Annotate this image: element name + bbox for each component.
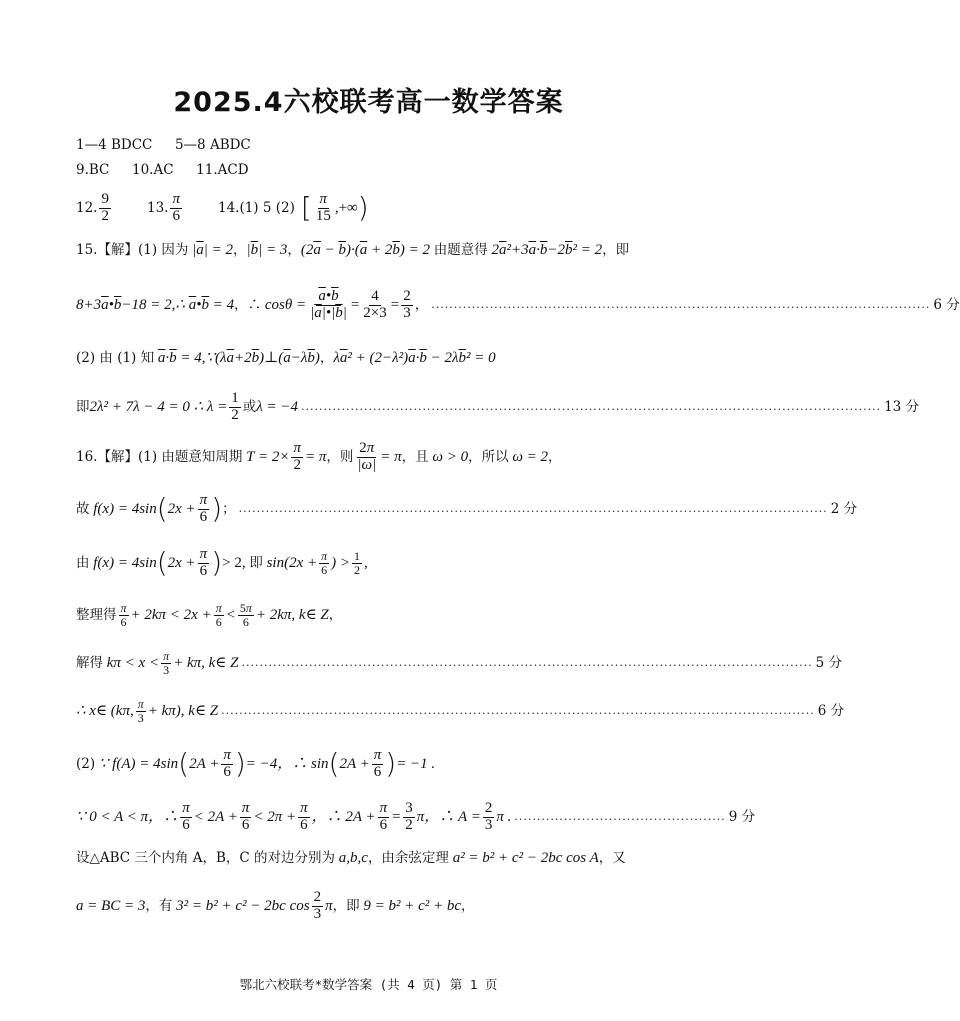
q15-part1-line1: 15.【解】(1) 因为 $|\overline{a}| = 2$ ， $|\overline{b}| = 3$ ， $(2\overline{a} - \overline{b})\cdot(\overline{a} + 2\overline{b}) = 2$ 由题意得 $2\overline{a}^2+3\overline{a}\cdot\overline{b}-2\overline{b}^2 = 2$ ，即 xyxy=(76,242,630,258)
q16-points-6: 6 分 xyxy=(817,703,845,719)
q16-dots-2: ............................................................................................................................... xyxy=(241,656,813,669)
q16-dots-3: .................................................................................................................................... xyxy=(221,704,815,717)
q15-part1-line2: $8+3\overline{a}•\overline{b}-18$ = 2,∴ $\overline{a}•\overline{b} = 4$ ，∴ cosθ = $\frac{\overline{a}•\overline{b}}{|\overline{a}|•|\overline{b}|}$ = $\frac{4}{2\times 3}$ = $\frac{2}{3}$ ， ............................................................................................................... 6 分 xyxy=(76,287,960,321)
q15-dots-1: ............................................................................................................... xyxy=(431,298,931,311)
q16-part2-line1: (2) ∵ f(A) = 4sin ( 2A + $\frac{\pi}{6}$ ) = −4，∴ sin ( 2A + $\frac{\pi}{6}$ ) = −1 . xyxy=(76,746,436,780)
q15-points-6: 6 分 xyxy=(933,297,960,313)
answer-13-value: $\frac{\pi}{6}$ xyxy=(172,190,180,224)
q16-label: 16.【解】(1) 由题意知周期 xyxy=(76,449,243,465)
q15-part2-label: (2) 由 (1) 知 xyxy=(76,350,155,366)
q16-part2-line2: ∵ 0 < A < π，∴ $\frac{\pi}{6}$ < 2A + $\frac{\pi}{6}$ < 2π + $\frac{\pi}{6}$ ，∴ 2A + $\frac{\pi}{6}$ = $\frac{3}{2}$ π，∴ A = $\frac{2}{3}$ π . ............................................... 9 分 xyxy=(76,799,756,833)
q16-part1-line2: 故 f(x) = 4sin ( 2x + $\frac{\pi}{6}$ ) ； ................................................................................................................................... 2 分 xyxy=(76,491,858,525)
q15-dots-2: ................................................................................................................................. xyxy=(301,400,882,413)
answer-11: 11.ACD xyxy=(196,162,249,178)
multi-answers xyxy=(76,160,649,180)
q16-part1-line6: ∴ x∈ (kπ, $\frac{\pi}{3}$ + kπ), k∈ Z .................................................................................................................................... 6 分 xyxy=(76,696,845,725)
mc-answers-5-8: 5—8 ABDC xyxy=(174,137,251,153)
q16-part2-line3: 设△ABC 三个内角 A，B，C 的对边分别为 a,b,c ，由余弦定理 a² = b² + c² − 2bc cos A ，又 xyxy=(76,850,626,866)
q16-dots-4: ............................................... xyxy=(514,810,726,823)
q16-points-9: 9 分 xyxy=(728,809,756,825)
q16-part1-line5: 解得 kπ < x < $\frac{\pi}{3}$ + kπ, k∈ Z ............................................................................................................................... 5 分 xyxy=(76,648,842,677)
q16-part1-line4: 整理得 $\frac{\pi}{6}$ + 2kπ < 2x + $\frac{\pi}{6}$ < $\frac{5\pi}{6}$ + 2kπ, k∈ Z ， xyxy=(76,600,343,629)
q15-label: 15.【解】(1) 因为 xyxy=(76,242,189,258)
fill-answers: 12. $\frac{9}{2}$ 13. $\frac{\pi}{6}$ 14.(1) 5 (2) [ $\frac{\pi}{15}$ ,+∞ ) xyxy=(76,190,369,224)
q16-part2-line4: a = BC = 3 ，有 3² = b² + c² − 2bc cos $\frac{2}{3}$ π ，即 9 = b² + c² + bc ， xyxy=(76,888,475,922)
q16-part1-line3: 由 f(x) = 4sin ( 2x + $\frac{\pi}{6}$ ) > 2, 即 sin(2x + $\frac{\pi}{6}$ ) > $\frac{1}{2}$ , xyxy=(76,545,368,579)
answer-13-label: 13. xyxy=(146,200,169,216)
q16-part1-line1: 16.【解】(1) 由题意知周期 T = 2× $\frac{\pi}{2}$ = π ，则 $\frac{2\pi}{|\omega|}$ = π ，且 ω > 0 ，所以 ω = 2 ， xyxy=(76,439,562,473)
page-title: 2025.4六校联考高一数学答案 xyxy=(173,87,564,118)
q15-part2-line2: 即 2λ² + 7λ − 4 = 0 ∴ λ = $\frac{1}{2}$ 或 λ = −4 ................................................................................................................................. 13 分 xyxy=(76,389,920,423)
answer-12-value: $\frac{9}{2}$ xyxy=(101,190,109,224)
q16-dots-1: ................................................................................................................................... xyxy=(238,502,828,515)
q16-points-5: 5 分 xyxy=(815,655,842,671)
answer-12-label: 12. xyxy=(76,200,98,216)
q16-part2-label: (2) xyxy=(76,756,96,772)
mc-answers xyxy=(76,135,649,155)
answer-14-label: 14.(1) 5 (2) xyxy=(217,200,295,216)
q15-points-13: 13 分 xyxy=(884,399,920,415)
mc-answers-1-4: 1—4 BDCC xyxy=(76,137,153,153)
q16-points-2: 2 分 xyxy=(830,501,858,517)
page-footer: 鄂北六校联考*数学答案 (共 4 页) 第 1 页 xyxy=(239,977,498,992)
answer-9: 9.BC xyxy=(76,162,110,178)
answer-10: 10.AC xyxy=(131,162,174,178)
q15-part2-line1: (2) 由 (1) 知 $\overline{a}\cdot\overline{b}$ = $4,\because(\lambda\overline{a}+2\overline{b})\perp(\overline{a}-\lambda\overline{b})$ ， $\lambda\overline{a}^2 + (2-\lambda^2)\overline{a}\cdot\overline{b} - 2\lambda\overline{b}^2 = 0$ xyxy=(76,350,496,366)
